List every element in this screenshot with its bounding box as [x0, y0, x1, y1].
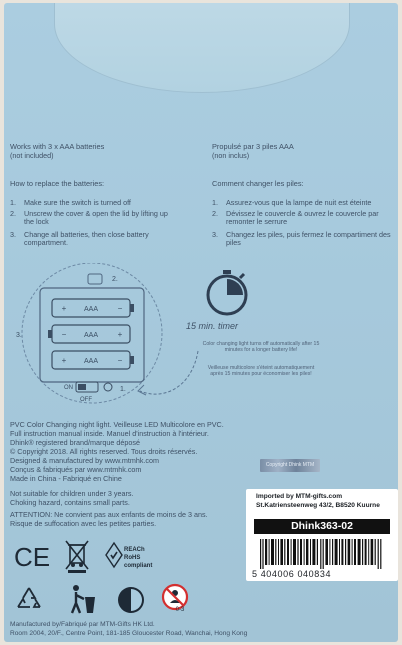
- steps-fr: [212, 199, 396, 249]
- how-to-en: How to replace the batteries:: [10, 179, 105, 188]
- svg-text:+: +: [61, 304, 67, 313]
- works-with-fr: Propulsé par 3 piles AAA: [212, 142, 294, 151]
- attention-line-2: Risque de suffocation avec les petites parties.: [10, 519, 157, 528]
- timer-label: 15 min. timer: [186, 321, 239, 331]
- svg-text:compliant: compliant: [124, 563, 153, 569]
- step-fr-3: 3. Changez les piles, puis fermez le compartiment des piles: [212, 230, 391, 248]
- not-included-en: (not included): [10, 151, 54, 160]
- reach-rohs-icon: [102, 539, 158, 573]
- how-to-fr: Comment changer les piles:: [212, 179, 304, 188]
- svg-text:−: −: [117, 304, 123, 313]
- ce-mark-icon: [12, 543, 52, 569]
- svg-text:AAA: AAA: [83, 306, 99, 313]
- svg-text:1.: 1.: [120, 386, 126, 393]
- svg-text:−: −: [117, 356, 123, 365]
- not-included-fr: (non inclus): [212, 151, 250, 160]
- barcode-icon: [260, 539, 384, 569]
- svg-text:AAA: AAA: [83, 358, 99, 365]
- timer-note-en: Color changing light turns off automatically after 15 minutes for a longer battery life!: [202, 341, 320, 353]
- svg-text:REACh: REACh: [124, 547, 145, 553]
- svg-text:RoHS: RoHS: [124, 555, 141, 561]
- step-en-1: 1. Make sure the switch is turned off: [10, 198, 131, 207]
- display-window: [54, 3, 350, 93]
- svg-text:CE: CE: [13, 543, 51, 569]
- blue-panel: [4, 3, 398, 642]
- timer-note-fr: Veilleuse multicolore s'éteint automatiquement après 15 minutes pour économiser les piles!: [207, 365, 315, 377]
- battery-1: [52, 299, 134, 317]
- svg-text:+: +: [117, 330, 123, 339]
- step-en-3: 3. Change all batteries, then close battery compartment.: [10, 230, 149, 248]
- info-line-1: PVC Color Changing night light. Veilleuse LED Multicolore en PVC.: [10, 420, 224, 429]
- info-line-2: Full instruction manual inside. Manuel d'instruction à l'intérieur.: [10, 429, 209, 438]
- battery-3: [52, 351, 134, 369]
- svg-text:0-3: 0-3: [175, 607, 185, 613]
- manufacturer-line-2: Room 2004, 20/F., Centre Point, 181-185 Gloucester Road, Wanchai, Hong Kong: [10, 630, 248, 637]
- svg-text:AAA: AAA: [83, 332, 99, 339]
- curved-arrow-icon: [134, 347, 204, 407]
- info-line-5: Designed & manufactured by www.mtmhk.com: [10, 456, 159, 465]
- svg-text:2.: 2.: [112, 276, 118, 283]
- battery-2: [48, 325, 130, 343]
- recycle-icon: [14, 585, 44, 613]
- warning-line-2: Choking hazard, contains small parts.: [10, 498, 130, 507]
- warning-line-1: Not suitable for children under 3 years.: [10, 489, 134, 498]
- tidyman-icon: [66, 583, 100, 615]
- step-fr-2: 2. Dévissez le couvercle & ouvrez le couvercle par remonter le serrure: [212, 209, 379, 227]
- info-line-7: Made in China - Fabriqué en Chine: [10, 474, 122, 483]
- info-line-6: Conçus & fabriqués par www.mtmhk.com: [10, 465, 142, 474]
- step-en-2: 2. Unscrew the cover & open the lid by lifting up the lock: [10, 209, 168, 227]
- import-sticker: [246, 489, 398, 581]
- svg-text:+: +: [61, 356, 67, 365]
- step-fr-1: 1. Assurez-vous que la lampe de nuit est éteinte: [212, 198, 372, 207]
- svg-text:3.: 3.: [16, 332, 22, 339]
- screw-cover: [88, 274, 102, 284]
- age-warning-icon: [160, 583, 190, 615]
- hologram-sticker: Copyright Dhink MTM: [260, 459, 320, 472]
- svg-text:ON: ON: [64, 385, 73, 391]
- manufacturer-line-1: Manufactured by/Fabriqué par MTM-Gifts HK Ltd.: [10, 621, 155, 628]
- barcode-digits: 5 404006 040834: [252, 569, 332, 579]
- stopwatch-icon: [204, 269, 250, 317]
- model-number: Dhink363-02: [254, 519, 390, 534]
- svg-text:−: −: [61, 330, 67, 339]
- steps-en: [10, 199, 174, 249]
- green-dot-icon: [116, 585, 146, 615]
- works-with-en: Works with 3 x AAA batteries: [10, 142, 105, 151]
- info-line-3: Dhink® registered brand/marque déposé: [10, 438, 140, 447]
- attention-line-1: ATTENTION: Ne convient pas aux enfants de moins de 3 ans.: [10, 510, 208, 519]
- importer-line-2: St.Katriensteenweg 43/2, B8520 Kuurne: [256, 502, 380, 509]
- svg-text:OFF: OFF: [80, 397, 92, 403]
- crossed-bin-icon: [64, 539, 90, 573]
- importer-line-1: Imported by MTM-gifts.com: [256, 493, 343, 500]
- info-line-4: © Copyright 2018. All rights reserved. Tous droits réservés.: [10, 447, 198, 456]
